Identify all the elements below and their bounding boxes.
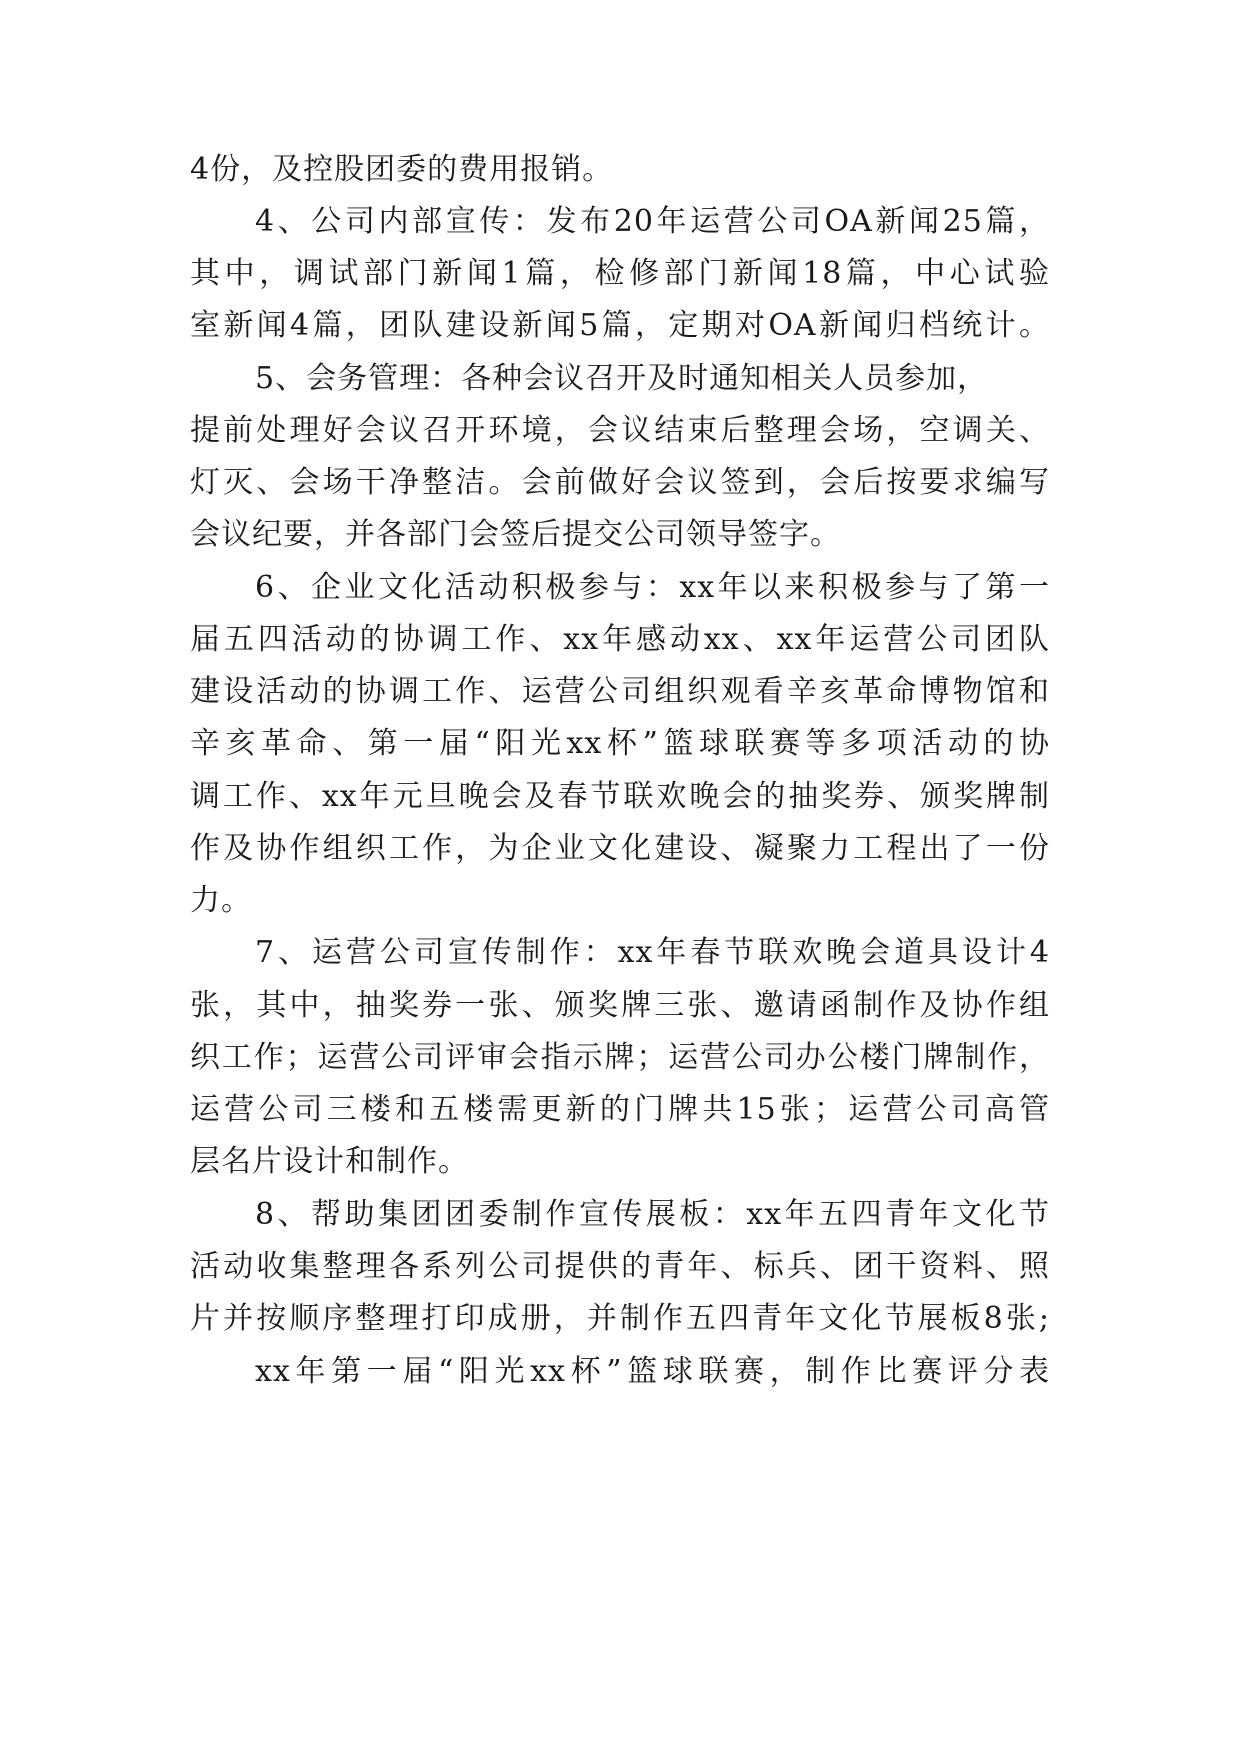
text-line: 届五四活动的协调工作、xx年感动xx、xx年运营公司团队 — [190, 622, 1050, 657]
text-line: 6、企业文化活动积极参与：xx年以来积极参与了第一 — [255, 570, 1050, 605]
text-line: 建设活动的协调工作、运营公司组织观看辛亥革命博物馆和 — [190, 674, 1050, 709]
text-line: 会议纪要，并各部门会签后提交公司领导签字。 — [190, 517, 841, 552]
text-line: 调工作、xx年元旦晚会及春节联欢晚会的抽奖券、颁奖牌制 — [190, 779, 1050, 814]
text-line: 作及协作组织工作，为企业文化建设、凝聚力工程出了一份 — [190, 831, 1050, 866]
text-line: 层名片设计和制作。 — [190, 1144, 469, 1179]
text-line: 辛亥革命、第一届“阳光xx杯”篮球联赛等多项活动的协 — [190, 726, 1050, 761]
text-line: 运营公司三楼和五楼需更新的门牌共15张；运营公司高管 — [190, 1092, 1050, 1127]
text-line: 其中，调试部门新闻1篇，检修部门新闻18篇，中心试验 — [190, 256, 1050, 291]
text-line: 室新闻4篇，团队建设新闻5篇，定期对OA新闻归档统计。 — [190, 308, 1050, 343]
text-line: 4份，及控股团委的费用报销。 — [190, 152, 614, 187]
text-line: 提前处理好会议召开环境，会议结束后整理会场，空调关、 — [190, 413, 1050, 448]
text-line: 5、会务管理：各种会议召开及时通知相关人员参加， — [255, 361, 989, 396]
text-line: 8、帮助集团团委制作宣传展板：xx年五四青年文化节 — [255, 1197, 1050, 1232]
text-line: 灯灭、会场干净整洁。会前做好会议签到，会后按要求编写 — [190, 465, 1050, 500]
text-line: xx年第一届“阳光xx杯”篮球联赛，制作比赛评分表 — [255, 1354, 1050, 1389]
text-line: 力。 — [190, 883, 252, 918]
text-line: 4、公司内部宣传：发布20年运营公司OA新闻25篇， — [255, 204, 1050, 239]
text-line: 张，其中，抽奖券一张、颁奖牌三张、邀请函制作及协作组 — [190, 988, 1050, 1023]
text-line: 织工作；运营公司评审会指示牌；运营公司办公楼门牌制作， — [190, 1040, 1050, 1075]
text-line: 7、运营公司宣传制作：xx年春节联欢晚会道具设计4 — [255, 935, 1050, 970]
text-line: 片并按顺序整理打印成册，并制作五四青年文化节展板8张; — [190, 1301, 1050, 1336]
text-line: 活动收集整理各系列公司提供的青年、标兵、团干资料、照 — [190, 1249, 1050, 1284]
